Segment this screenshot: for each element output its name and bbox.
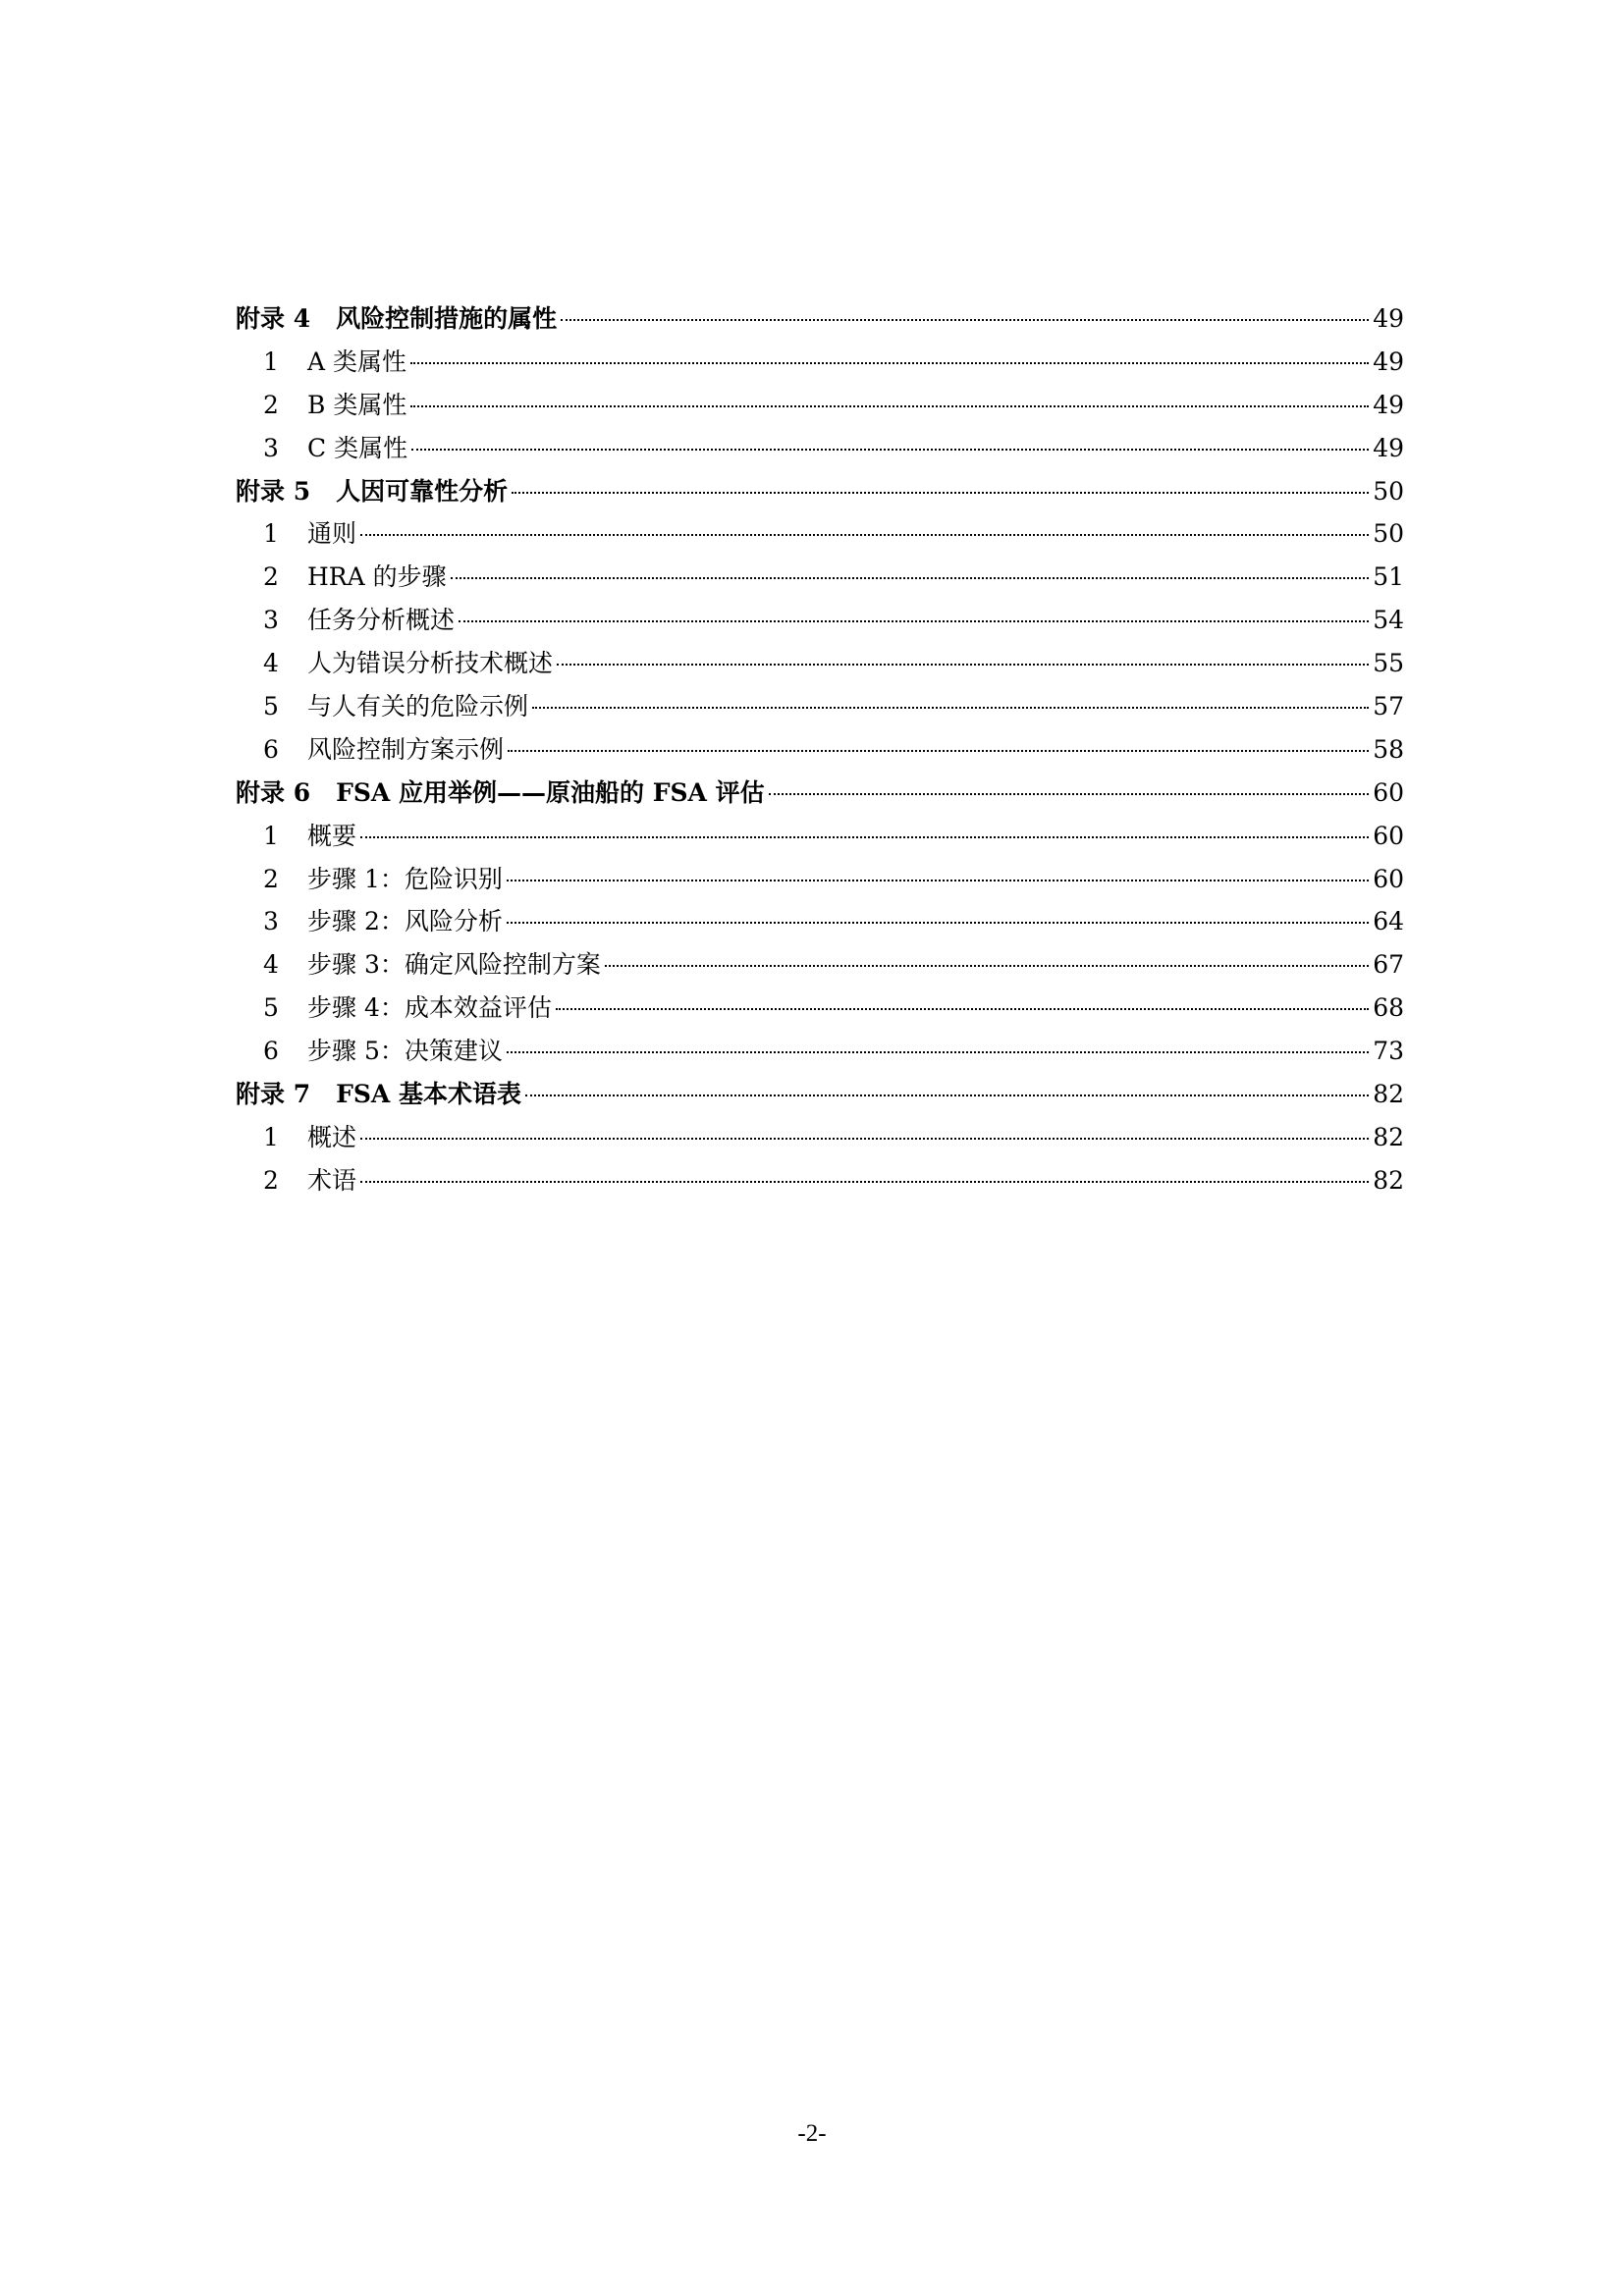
toc-appendix-entry[interactable] <box>236 470 1404 513</box>
toc-section-entry[interactable] <box>236 512 1404 556</box>
toc-entry-title: 人因可靠性分析 <box>336 476 509 506</box>
toc-entry-number: 6 <box>263 1037 279 1066</box>
toc-entry-title: A 类属性 <box>307 347 407 376</box>
toc-dot-leader <box>507 1051 1369 1053</box>
toc-entry-page: 82 <box>1373 1080 1404 1109</box>
toc-entry-number: 附录 5 <box>236 476 311 506</box>
toc-entry-title: C 类属性 <box>307 433 408 462</box>
toc-entry-page: 55 <box>1373 649 1404 678</box>
toc-section-entry[interactable] <box>236 642 1404 685</box>
toc-dot-leader <box>508 750 1369 752</box>
toc-dot-leader <box>507 880 1369 881</box>
toc-entry-page: 58 <box>1373 734 1404 764</box>
toc-entry-number: 1 <box>263 347 279 376</box>
toc-entry-page: 60 <box>1373 777 1404 807</box>
toc-entry-number: 1 <box>263 519 279 549</box>
toc-section-entry[interactable] <box>236 685 1404 728</box>
toc-dot-leader <box>411 449 1369 451</box>
toc-entry-title: 风险控制方案示例 <box>307 734 505 764</box>
toc-entry-page: 64 <box>1373 907 1404 936</box>
toc-entry-title: 术语 <box>307 1165 357 1195</box>
toc-dot-leader <box>605 965 1369 967</box>
toc-dot-leader <box>557 664 1369 666</box>
toc-section-entry[interactable] <box>236 900 1404 943</box>
toc-dot-leader <box>360 1181 1369 1183</box>
toc-section-entry[interactable] <box>236 1116 1404 1159</box>
page-number: -2- <box>797 2120 827 2147</box>
toc-section-entry[interactable] <box>236 987 1404 1030</box>
toc-entry-page: 50 <box>1373 519 1404 549</box>
toc-section-entry[interactable] <box>236 1159 1404 1202</box>
toc-entry-page: 68 <box>1373 993 1404 1023</box>
toc-section-entry[interactable] <box>236 556 1404 599</box>
toc-entry-page: 73 <box>1373 1037 1404 1066</box>
toc-entry-title: FSA 应用举例——原油船的 FSA 评估 <box>336 777 765 807</box>
toc-section-entry[interactable] <box>236 427 1404 470</box>
toc-entry-page: 57 <box>1373 692 1404 721</box>
toc-dot-leader <box>512 492 1369 494</box>
toc-entry-number: 附录 4 <box>236 304 311 333</box>
toc-entry-page: 60 <box>1373 821 1404 850</box>
toc-entry-page: 49 <box>1373 390 1404 419</box>
toc-dot-leader <box>360 534 1369 536</box>
toc-entry-number: 1 <box>263 821 279 850</box>
toc-entry-number: 4 <box>263 950 279 980</box>
table-of-contents <box>236 297 1404 1202</box>
toc-entry-title: 通则 <box>307 519 357 549</box>
toc-section-entry[interactable] <box>236 943 1404 987</box>
toc-entry-number: 附录 7 <box>236 1080 311 1109</box>
toc-entry-number: 4 <box>263 649 279 678</box>
toc-entry-title: FSA 基本术语表 <box>336 1080 522 1109</box>
toc-entry-page: 50 <box>1373 476 1404 506</box>
toc-dot-leader <box>360 1138 1369 1140</box>
toc-appendix-entry[interactable] <box>236 297 1404 341</box>
toc-entry-title: B 类属性 <box>307 390 407 419</box>
toc-dot-leader <box>507 922 1369 924</box>
toc-entry-title: 步骤 5：决策建议 <box>307 1037 503 1066</box>
toc-section-entry[interactable] <box>236 341 1404 384</box>
toc-section-entry[interactable] <box>236 384 1404 427</box>
toc-entry-title: HRA 的步骤 <box>307 562 447 592</box>
toc-entry-page: 54 <box>1373 606 1404 635</box>
toc-entry-title: 步骤 4：成本效益评估 <box>307 993 552 1023</box>
toc-entry-number: 5 <box>263 993 279 1023</box>
toc-entry-title: 步骤 3：确定风险控制方案 <box>307 950 601 980</box>
toc-entry-number: 3 <box>263 433 279 462</box>
toc-dot-leader <box>459 620 1369 622</box>
toc-dot-leader <box>769 793 1370 795</box>
toc-entry-title: 人为错误分析技术概述 <box>307 649 554 678</box>
toc-section-entry[interactable] <box>236 728 1404 772</box>
toc-dot-leader <box>360 836 1369 838</box>
toc-section-entry[interactable] <box>236 599 1404 642</box>
toc-entry-number: 1 <box>263 1122 279 1151</box>
toc-entry-number: 3 <box>263 907 279 936</box>
toc-entry-number: 6 <box>263 734 279 764</box>
toc-entry-number: 3 <box>263 606 279 635</box>
toc-entry-number: 2 <box>263 390 279 419</box>
toc-section-entry[interactable] <box>236 858 1404 901</box>
toc-dot-leader <box>532 707 1369 709</box>
toc-dot-leader <box>451 577 1370 579</box>
toc-entry-number: 5 <box>263 692 279 721</box>
toc-entry-title: 任务分析概述 <box>307 606 456 635</box>
toc-appendix-entry[interactable] <box>236 772 1404 815</box>
toc-entry-title: 步骤 1：危险识别 <box>307 864 503 893</box>
toc-entry-number: 附录 6 <box>236 777 311 807</box>
toc-entry-title: 概要 <box>307 821 357 850</box>
toc-dot-leader <box>410 362 1369 364</box>
toc-entry-title: 风险控制措施的属性 <box>336 304 558 333</box>
toc-dot-leader <box>410 405 1369 407</box>
toc-entry-title: 与人有关的危险示例 <box>307 692 529 721</box>
toc-entry-page: 60 <box>1373 864 1404 893</box>
toc-entry-title: 概述 <box>307 1122 357 1151</box>
toc-entry-number: 2 <box>263 864 279 893</box>
toc-entry-title: 步骤 2：风险分析 <box>307 907 503 936</box>
toc-appendix-entry[interactable] <box>236 1073 1404 1116</box>
toc-dot-leader <box>525 1095 1369 1096</box>
toc-entry-number: 2 <box>263 562 279 592</box>
toc-entry-page: 82 <box>1373 1122 1404 1151</box>
toc-section-entry[interactable] <box>236 815 1404 858</box>
toc-entry-page: 49 <box>1373 304 1404 333</box>
toc-dot-leader <box>556 1008 1369 1010</box>
toc-entry-page: 49 <box>1373 347 1404 376</box>
toc-dot-leader <box>561 319 1369 321</box>
toc-entry-page: 67 <box>1373 950 1404 980</box>
toc-section-entry[interactable] <box>236 1030 1404 1073</box>
toc-entry-page: 49 <box>1373 433 1404 462</box>
toc-entry-page: 51 <box>1373 562 1404 592</box>
toc-entry-number: 2 <box>263 1165 279 1195</box>
toc-entry-page: 82 <box>1373 1165 1404 1195</box>
